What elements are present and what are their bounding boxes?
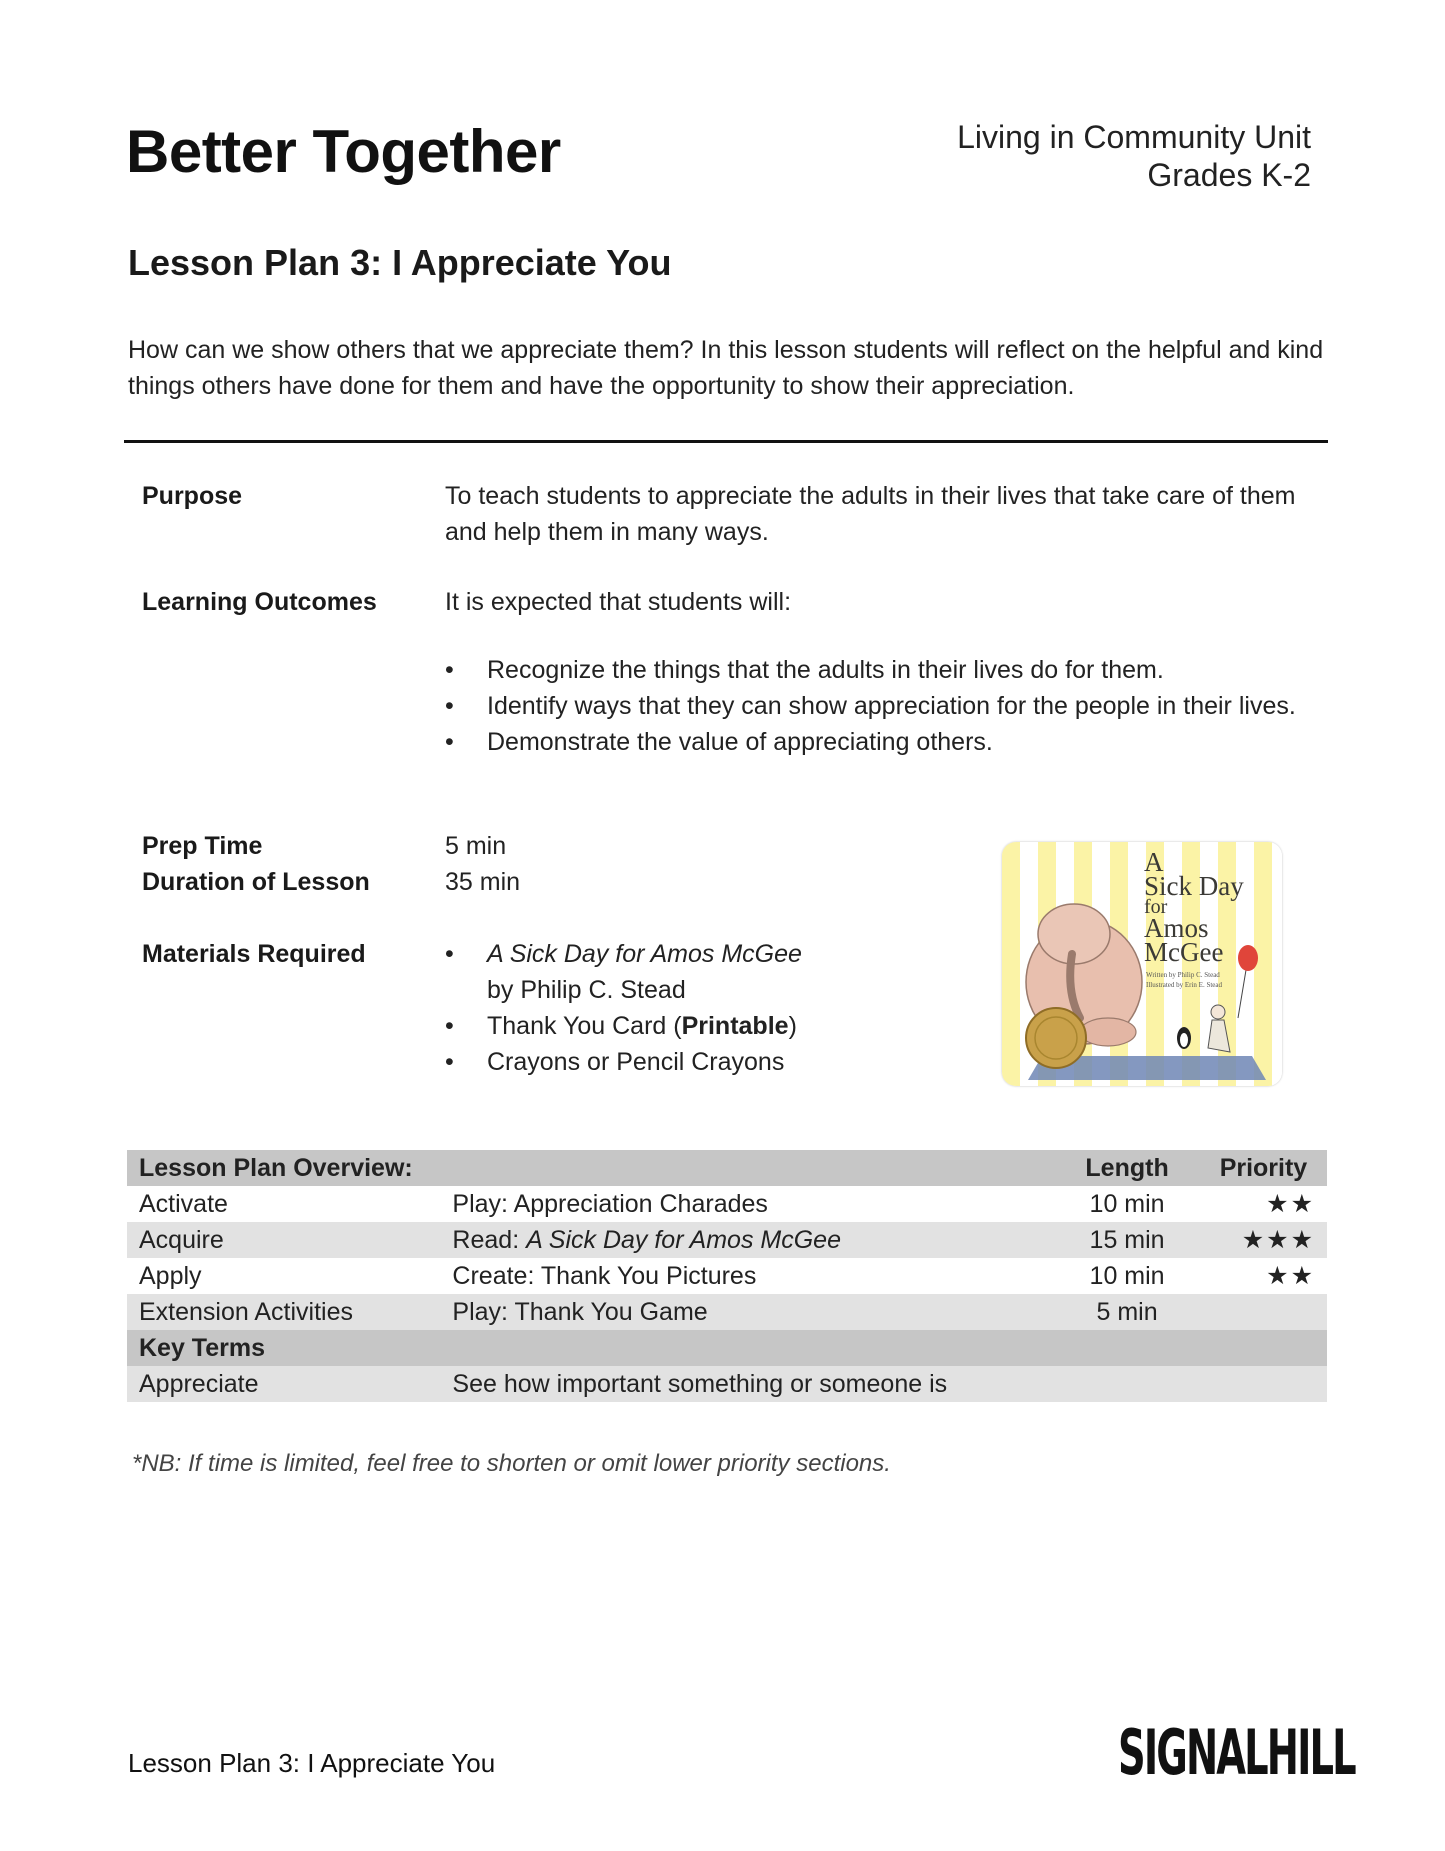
list-item: • Recognize the things that the adults in their lives do for them. [445, 652, 1325, 688]
grade-range: Grades K-2 [1147, 157, 1311, 193]
table-row [127, 1366, 1327, 1402]
activity-prefix: Play: [452, 1190, 514, 1218]
priority-cell: ★★★ [1200, 1222, 1327, 1258]
length-cell: 15 min [1054, 1222, 1200, 1258]
activity-name: Appreciation Charades [513, 1190, 768, 1218]
activity-prefix: Read: [452, 1226, 527, 1254]
activity-name: A Sick Day for Amos McGee [526, 1226, 841, 1254]
card-label: Thank You Card ( [487, 1012, 682, 1040]
materials-list [445, 936, 965, 1080]
cover-title-line: Amos [1144, 913, 1209, 943]
phase-cell: Acquire [127, 1222, 440, 1258]
duration-label: Duration of Lesson [142, 868, 370, 896]
cover-credits [1146, 970, 1222, 990]
cover-title-line: Sick Day [1144, 871, 1244, 901]
cover-title [1144, 847, 1244, 967]
duration-value: 35 min [445, 868, 521, 896]
purpose-label: Purpose [142, 482, 243, 510]
key-term-definition: See how important something or someone is [440, 1366, 1327, 1402]
table-row [127, 1222, 1327, 1258]
table-row [127, 1258, 1327, 1294]
priority-header: Priority [1200, 1150, 1327, 1186]
unit-name: Living in Community Unit [957, 119, 1311, 155]
activity-cell [440, 1186, 1054, 1222]
activity-prefix: Create: [452, 1262, 541, 1290]
cover-credit-line: Written by Philip C. Stead [1146, 971, 1220, 979]
book-author: by Philip C. Stead [487, 976, 686, 1004]
list-item: • Crayons or Pencil Crayons [445, 1044, 965, 1080]
phase-cell: Apply [127, 1258, 440, 1294]
priority-cell: ★★ [1200, 1186, 1327, 1222]
cover-title-line: McGee [1144, 937, 1224, 967]
activity-prefix: Play: [452, 1298, 515, 1326]
activity-name: Thank You Pictures [540, 1262, 757, 1290]
outcomes-list [445, 652, 1325, 760]
printable-link[interactable]: Printable [681, 1012, 789, 1040]
overview-header: Lesson Plan Overview: [127, 1150, 1054, 1186]
book-cover-image [1002, 842, 1282, 1086]
outcomes-label: Learning Outcomes [142, 588, 377, 616]
cover-credit-line: Illustrated by Erin E. Stead [1146, 981, 1223, 989]
signalhill-logo: SIGNALHILL [1118, 1716, 1355, 1789]
key-terms-header: Key Terms [127, 1330, 1327, 1366]
length-cell: 10 min [1054, 1186, 1200, 1222]
activity-cell [440, 1258, 1054, 1294]
phase-cell: Extension Activities [127, 1294, 440, 1330]
list-item: • Demonstrate the value of appreciating others. [445, 724, 1325, 760]
prep-time-value: 5 min [445, 832, 507, 860]
purpose-text: To teach students to appreciate the adults in their lives that take care of them and help them in many ways. [445, 482, 1296, 546]
activity-cell [440, 1222, 1054, 1258]
list-item: • Identify ways that they can show appreciation for the people in their lives. [445, 688, 1325, 724]
lesson-overview-table [127, 1150, 1327, 1402]
priority-cell: ★★ [1200, 1258, 1327, 1294]
activity-name: Thank You Game [514, 1298, 708, 1326]
table-header-row [127, 1150, 1327, 1186]
table-row [127, 1186, 1327, 1222]
card-label-suffix: ) [788, 1012, 797, 1040]
lesson-intro: How can we show others that we appreciate them? In this lesson students will reflect on the helpful and kind things others have done for them and have the opportunity to show their appreciation. [128, 336, 1324, 400]
activity-cell [440, 1294, 1054, 1330]
table-row [127, 1294, 1327, 1330]
document-title: Better Together [126, 118, 561, 185]
unit-info [957, 118, 1311, 194]
length-cell: 10 min [1054, 1258, 1200, 1294]
section-divider [124, 440, 1328, 443]
list-item [445, 936, 965, 1008]
priority-cell [1200, 1294, 1327, 1330]
lesson-heading: Lesson Plan 3: I Appreciate You [128, 242, 672, 283]
phase-cell: Activate [127, 1186, 440, 1222]
list-item [445, 1008, 965, 1044]
prep-time-label: Prep Time [142, 832, 263, 860]
footer-lesson-title: Lesson Plan 3: I Appreciate You [128, 1748, 496, 1778]
key-terms-header-row [127, 1330, 1327, 1366]
outcomes-intro: It is expected that students will: [445, 588, 792, 616]
book-title: A Sick Day for Amos McGee [487, 940, 802, 968]
cover-title-line: A [1144, 847, 1164, 877]
time-note: *NB: If time is limited, feel free to shorten or omit lower priority sections. [132, 1450, 891, 1477]
materials-label: Materials Required [142, 940, 366, 968]
length-header: Length [1054, 1150, 1200, 1186]
cover-title-line: for [1144, 896, 1168, 918]
length-cell: 5 min [1054, 1294, 1200, 1330]
key-term-cell: Appreciate [127, 1366, 440, 1402]
